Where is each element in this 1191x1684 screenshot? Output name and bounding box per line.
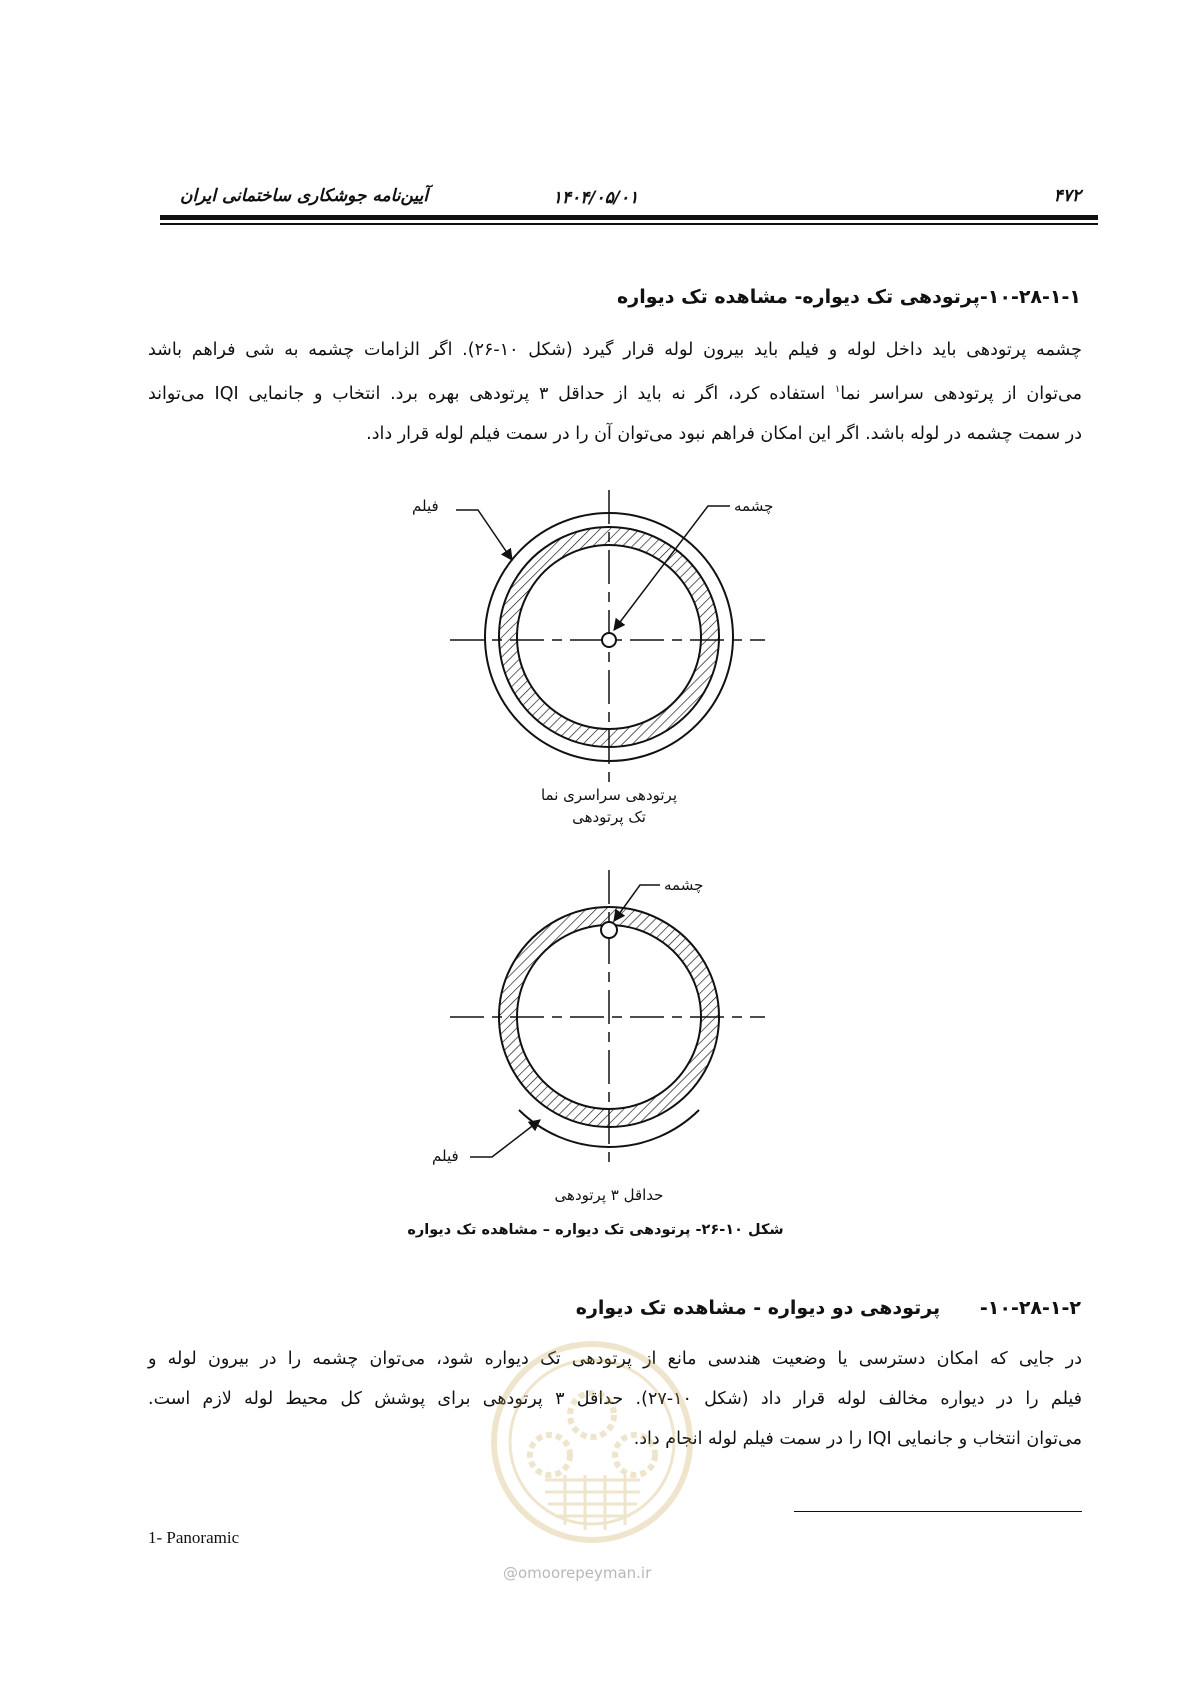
header-book-title: آیین‌نامه جوشکاری ساختمانی ایران: [180, 186, 429, 206]
footnote-marker: ۱: [834, 384, 841, 395]
top-source-label: چشمه: [734, 497, 774, 515]
bottom-figure-caption: حداقل ۳ پرتودهی: [554, 1186, 664, 1204]
paragraph-line: در جایی که امکان دسترسی یا وضعیت هندسی مانع از پرتودهی تک دیواره شود، می‌توان چشمه را در بیرون لوله و: [148, 1349, 1082, 1369]
footnote-rule: [794, 1511, 1082, 1512]
top-figure-caption-1: پرتودهی سراسری نما: [540, 786, 678, 804]
bottom-source-circle: [601, 922, 617, 938]
watermark-seal: [490, 1340, 695, 1545]
paragraph-text: می‌توان از پرتودهی سراسر نما: [840, 383, 1082, 404]
bottom-film-leader: [470, 1120, 540, 1157]
bottom-source-label: چشمه: [664, 876, 704, 894]
top-pipe-diagram: [450, 490, 765, 785]
header-page-number: ۴۷۲: [1053, 186, 1081, 206]
paragraph-line: می‌توان انتخاب و جانمایی IQI را در سمت فیلم لوله انجام داد.: [633, 1429, 1082, 1449]
top-figure-caption-2: تک پرتودهی: [572, 808, 646, 826]
section-heading-single-wall: ۱۰-۲۸-۱-۱-پرتودهی تک دیواره- مشاهده تک دیواره: [617, 286, 1081, 308]
watermark-url: @omoorepeyman.ir: [503, 1564, 652, 1582]
bottom-pipe-diagram: [450, 870, 765, 1165]
bottom-film-label: فیلم: [432, 1147, 459, 1165]
section-heading-double-wall: ۱۰-۲۸-۱-۲- پرتودهی دو دیواره - مشاهده تک دیواره: [575, 1297, 1081, 1319]
top-film-leader: [456, 510, 512, 560]
paragraph-line: در سمت چشمه در لوله باشد. اگر این امکان فراهم نبود می‌توان آن را در سمت فیلم لوله قرار داد.: [366, 423, 1082, 444]
footnote: 1- Panoramic: [148, 1528, 240, 1547]
paragraph-line: چشمه پرتودهی باید داخل لوله و فیلم باید بیرون لوله قرار گیرد (شکل ۱۰-۲۶). اگر الزامات چشمه به شی فراهم باشد: [148, 340, 1082, 360]
paragraph-line: فیلم را در دیواره مخالف لوله قرار داد (شکل ۱۰-۲۷). حداقل ۳ پرتودهی برای پوشش کل محیط لوله لازم است.: [148, 1389, 1083, 1409]
paragraph-text: استفاده کرد، اگر نه باید از حداقل ۳ پرتودهی بهره برد. انتخاب و جانمایی IQI می‌تواند: [148, 383, 835, 404]
header-date: ۱۴۰۴/۰۵/۰۱: [552, 188, 639, 208]
top-source-circle: [602, 633, 616, 647]
top-film-label: فیلم: [412, 497, 439, 515]
figure-caption: شکل ۱۰-۲۶- پرتودهی تک دیواره – مشاهده تک دیواره: [407, 1222, 784, 1238]
